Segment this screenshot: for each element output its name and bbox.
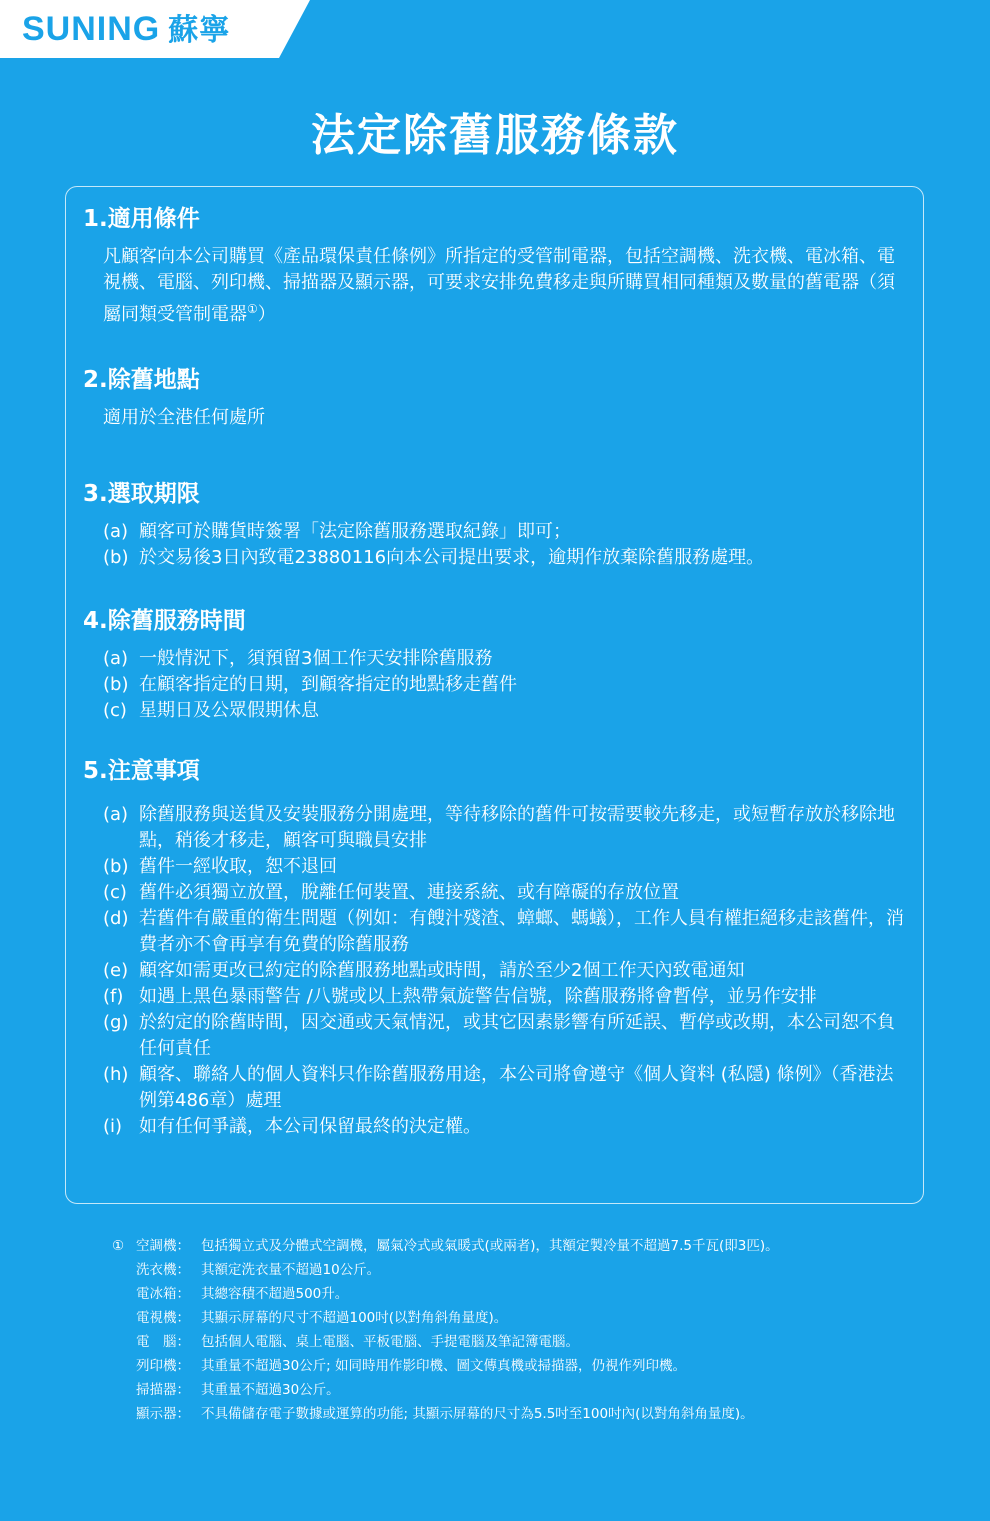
list-item xyxy=(103,698,905,724)
footnote-row xyxy=(112,1258,932,1282)
logo-text-cn: 蘇寧 xyxy=(168,14,231,47)
footnote-row xyxy=(112,1354,932,1378)
item-list xyxy=(103,646,905,724)
footnote-text: 不具備儲存電子數據或運算的功能; 其顯示屏幕的尺寸為5.5吋至100吋內(以對角斜角量度)。 xyxy=(201,1406,754,1422)
item-mark: (i) xyxy=(103,1116,123,1137)
footnote-row xyxy=(112,1234,932,1258)
footnote-row xyxy=(112,1306,932,1330)
item-list xyxy=(103,519,905,571)
item-text: 於約定的除舊時間，因交通或天氣情況，或其它因素影響有所延誤、暫停或改期，本公司恕不負任何責任 xyxy=(139,1012,895,1059)
item-text: 顧客如需更改已約定的除舊服務地點或時間，請於至少2個工作天內致電通知 xyxy=(139,960,745,981)
section-title: 5.注意事項 xyxy=(83,758,200,784)
footnote-label: 掃描器： xyxy=(136,1382,190,1398)
footnote-text: 其總容積不超過500升。 xyxy=(201,1286,349,1302)
section-title: 1.適用條件 xyxy=(83,206,200,232)
item-mark: (a) xyxy=(103,804,129,825)
item-text: 除舊服務與送貨及安裝服務分開處理，等待移除的舊件可按需要較先移走，或短暫存放於移除地點，稍後才移走，顧客可與職員安排 xyxy=(139,804,895,851)
footnote-row xyxy=(112,1330,932,1354)
item-text: 於交易後3日內致電23880116向本公司提出要求，逾期作放棄除舊服務處理。 xyxy=(139,547,765,568)
list-item xyxy=(103,1062,905,1114)
list-item xyxy=(103,958,905,984)
item-text: 一般情況下，須預留3個工作天安排除舊服務 xyxy=(139,648,493,669)
item-text: 舊件必須獨立放置，脫離任何裝置、連接系統、或有障礙的存放位置 xyxy=(139,882,679,903)
list-item xyxy=(103,906,905,958)
footnote-label: 顯示器： xyxy=(136,1406,190,1422)
item-mark: (d) xyxy=(103,908,129,929)
list-item xyxy=(103,880,905,906)
footnote-row xyxy=(112,1282,932,1306)
footnote-text: 其額定洗衣量不超過10公斤。 xyxy=(201,1262,381,1278)
item-mark: (a) xyxy=(103,521,129,542)
item-text: 若舊件有嚴重的衛生問題（例如：有餿汁殘渣、蟑螂、螞蟻），工作人員有權拒絕移走該舊件，消費者亦不會再享有免費的除舊服務 xyxy=(139,908,904,955)
item-mark: (b) xyxy=(103,674,129,695)
item-mark: (h) xyxy=(103,1064,129,1085)
section-service-hours xyxy=(83,606,905,724)
item-mark: (f) xyxy=(103,986,124,1007)
item-mark: (a) xyxy=(103,648,129,669)
section-text-end: ） xyxy=(257,304,276,325)
section-title: 2.除舊地點 xyxy=(83,367,200,393)
item-text: 顧客、聯絡人的個人資料只作除舊服務用途，本公司將會遵守《個人資料 (私隱) 條例》（香港法例第486章）處理 xyxy=(139,1064,894,1111)
footnote-label: 電視機： xyxy=(136,1310,190,1326)
item-text: 顧客可於購貨時簽署「法定除舊服務選取紀錄」即可； xyxy=(139,521,571,542)
footnotes xyxy=(112,1234,932,1426)
item-text: 舊件一經收取，恕不退回 xyxy=(139,856,337,877)
footnote-row xyxy=(112,1378,932,1402)
list-item xyxy=(103,1114,905,1140)
item-mark: (b) xyxy=(103,856,129,877)
item-mark: (g) xyxy=(103,1012,129,1033)
section-selection-period xyxy=(83,479,905,571)
list-item xyxy=(103,519,905,545)
section-title: 4.除舊服務時間 xyxy=(83,608,246,634)
footnote-row xyxy=(112,1402,932,1426)
footnote-label: 洗衣機： xyxy=(136,1262,190,1278)
page-title: 法定除舊服務條款 xyxy=(311,110,679,161)
list-item xyxy=(103,802,905,854)
section-text-body: 凡顧客向本公司購買《產品環保責任條例》所指定的受管制電器，包括空調機、洗衣機、電冰箱、電視機、電腦、列印機、掃描器及顯示器，可要求安排免費移走與所購買相同種類及數量的舊電器（須屬同類受管制電器 xyxy=(103,246,895,325)
list-item xyxy=(103,984,905,1010)
suning-logo[interactable] xyxy=(22,10,230,50)
section-applicable-conditions xyxy=(83,204,905,328)
item-mark: (c) xyxy=(103,700,127,721)
item-text: 在顧客指定的日期，到顧客指定的地點移走舊件 xyxy=(139,674,517,695)
footnote-text: 其重量不超過30公斤。 xyxy=(201,1382,340,1398)
item-mark: (e) xyxy=(103,960,129,981)
section-title: 3.選取期限 xyxy=(83,481,200,507)
footnote-label: 電 腦： xyxy=(136,1334,190,1350)
item-text: 星期日及公眾假期休息 xyxy=(139,700,319,721)
footnote-reference: ① xyxy=(247,302,258,316)
footnote-label: 列印機： xyxy=(136,1358,190,1374)
section-text: 適用於全港任何處所 xyxy=(103,407,265,428)
logo-text-en: SUNING xyxy=(22,10,161,48)
section-text xyxy=(103,244,905,328)
list-item xyxy=(103,545,905,571)
footnote-text: 其顯示屏幕的尺寸不超過100吋(以對角斜角量度)。 xyxy=(201,1310,508,1326)
item-text: 如遇上黑色暴雨警告 /八號或以上熱帶氣旋警告信號，除舊服務將會暫停，並另作安排 xyxy=(139,986,817,1007)
footnote-text: 包括個人電腦、桌上電腦、平板電腦、手提電腦及筆記簿電腦。 xyxy=(201,1334,579,1350)
item-text: 如有任何爭議，本公司保留最終的決定權。 xyxy=(139,1116,481,1137)
list-item xyxy=(103,646,905,672)
footnote-label: 電冰箱： xyxy=(136,1286,190,1302)
section-notes xyxy=(83,756,905,1140)
list-item xyxy=(103,854,905,880)
item-list xyxy=(103,802,905,1140)
footnote-mark: ① xyxy=(112,1238,125,1254)
footnote-label: 空調機： xyxy=(136,1238,190,1254)
section-location xyxy=(83,365,905,431)
footnote-text: 其重量不超過30公斤; 如同時用作影印機、圖文傳真機或掃描器，仍視作列印機。 xyxy=(201,1358,687,1374)
list-item xyxy=(103,1010,905,1062)
item-mark: (b) xyxy=(103,547,129,568)
list-item xyxy=(103,672,905,698)
item-mark: (c) xyxy=(103,882,127,903)
footnote-text: 包括獨立式及分體式空調機，屬氣冷式或氣暖式(或兩者)，其額定製冷量不超過7.5千瓦(即3匹)。 xyxy=(201,1238,779,1254)
